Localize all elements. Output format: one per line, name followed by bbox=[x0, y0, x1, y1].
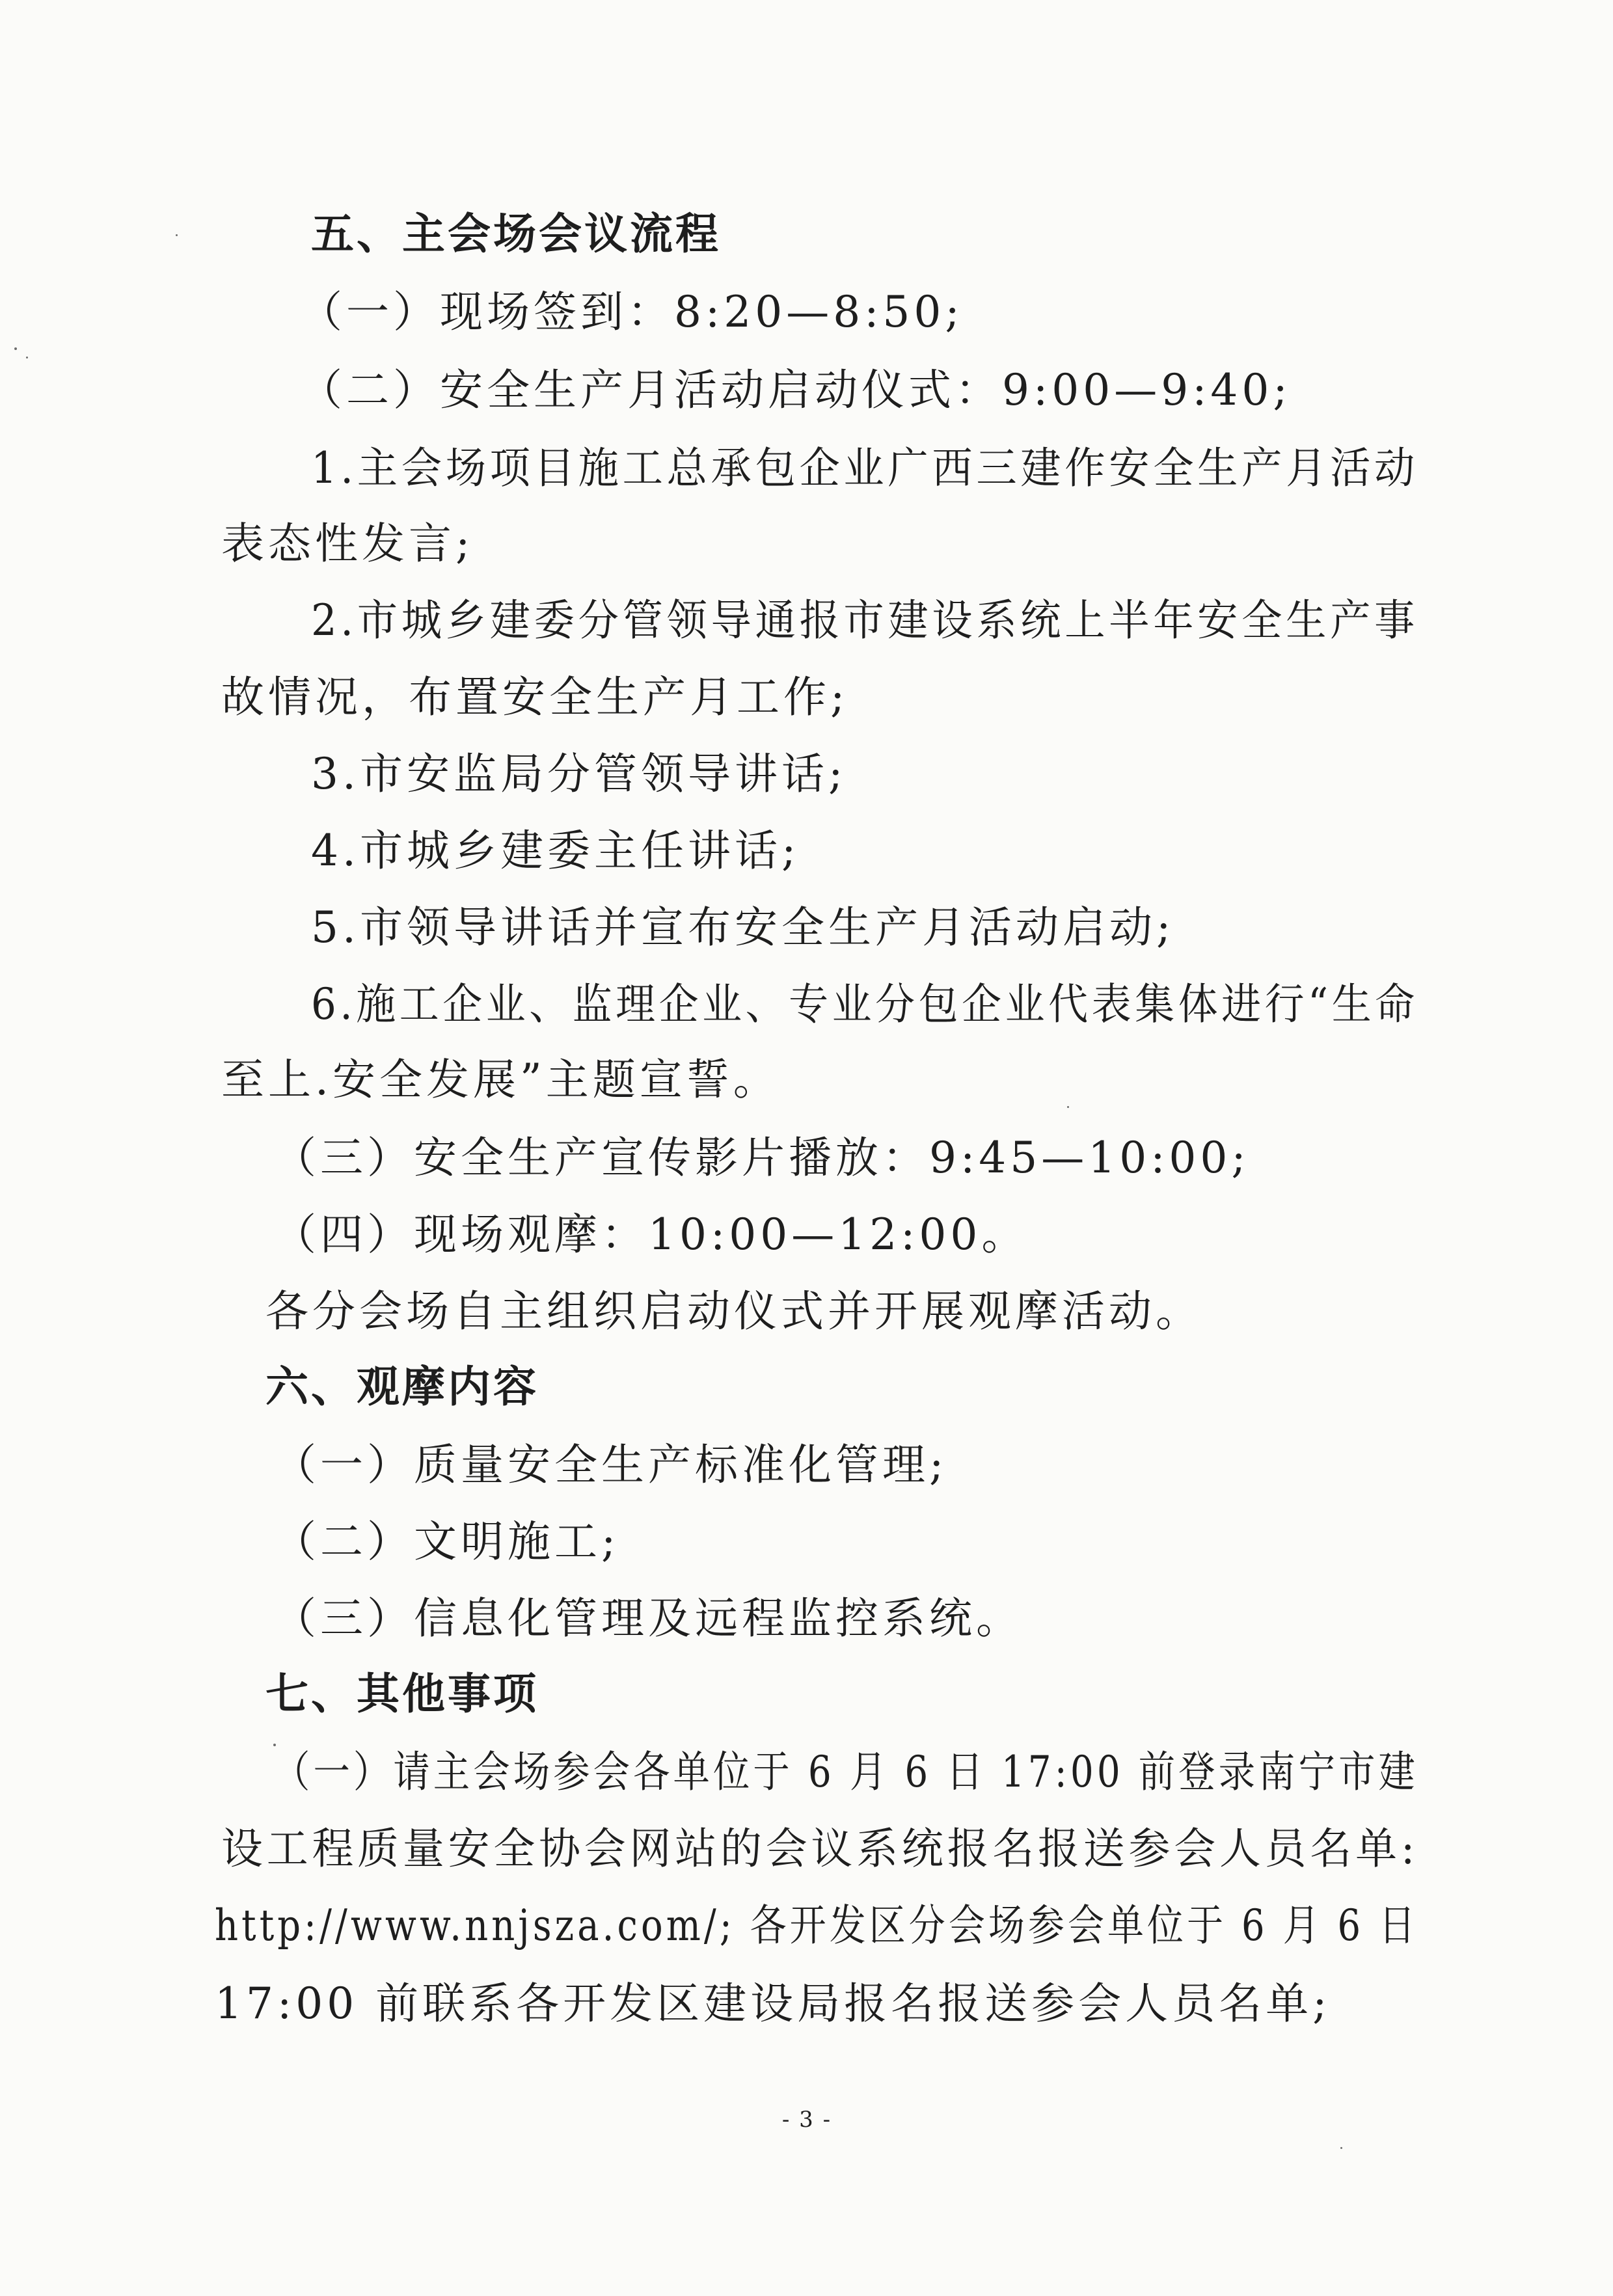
paragraph-line: （二）安全生产月活动启动仪式：9:00—9:40; bbox=[299, 365, 1292, 415]
scan-speck bbox=[1340, 2147, 1342, 2149]
paragraph-line: （三）信息化管理及远程监控系统。 bbox=[273, 1593, 1023, 1643]
scan-speck bbox=[14, 347, 17, 350]
section-heading-7: 七、其他事项 bbox=[265, 1669, 539, 1719]
paragraph-line: 表态性发言; bbox=[221, 519, 474, 569]
paragraph-line: （一）质量安全生产标准化管理; bbox=[273, 1440, 948, 1490]
paragraph-line: （二）文明施工; bbox=[273, 1517, 620, 1567]
section-heading-6: 六、观摩内容 bbox=[265, 1362, 539, 1412]
scan-speck bbox=[273, 1744, 276, 1746]
paragraph-line: 3.市安监局分管领导讲话; bbox=[311, 749, 847, 799]
scan-speck bbox=[176, 234, 178, 236]
paragraph-line: （四）现场观摩：10:00—12:00。 bbox=[273, 1209, 1029, 1260]
paragraph-line: 故情况，布置安全生产月工作; bbox=[221, 672, 849, 722]
paragraph-line: 5.市领导讲话并宣布安全生产月活动启动; bbox=[311, 902, 1175, 952]
scan-speck bbox=[1067, 1106, 1069, 1108]
paragraph-line: 至上.安全发展”主题宣誓。 bbox=[221, 1055, 780, 1105]
paragraph-line: http://www.nnjsza.com/; 各开发区分会场参会单位于 6 月 6 日 bbox=[215, 1900, 1419, 1951]
paragraph-line: 1.主会场项目施工总承包企业广西三建作安全生产月活动 bbox=[311, 443, 1419, 493]
page-number: - 3 - bbox=[781, 2107, 832, 2133]
paragraph-line: 17:00 前联系各开发区建设局报名报送参会人员名单; bbox=[215, 1979, 1331, 2029]
paragraph-line: 4.市城乡建委主任讲话; bbox=[311, 826, 800, 876]
scan-speck bbox=[26, 357, 28, 358]
paragraph-line: 2.市城乡建委分管领导通报市建设系统上半年安全生产事 bbox=[311, 595, 1419, 645]
paragraph-line: （一）现场签到：8:20—8:50; bbox=[299, 287, 964, 337]
paragraph-line: （一）请主会场参会各单位于 6 月 6 日 17:00 前登录南宁市建 bbox=[273, 1747, 1418, 1797]
paragraph-line: （三）安全生产宣传影片播放：9:45—10:00; bbox=[273, 1133, 1250, 1183]
paragraph-line: 6.施工企业、监理企业、专业分包企业代表集体进行“生命 bbox=[311, 979, 1418, 1029]
section-heading-5: 五、主会场会议流程 bbox=[311, 209, 721, 259]
paragraph-line: 设工程质量安全协会网站的会议系统报名报送参会人员名单: bbox=[221, 1824, 1419, 1874]
paragraph-line: 各分会场自主组织启动仪式并开展观摩活动。 bbox=[265, 1286, 1202, 1336]
